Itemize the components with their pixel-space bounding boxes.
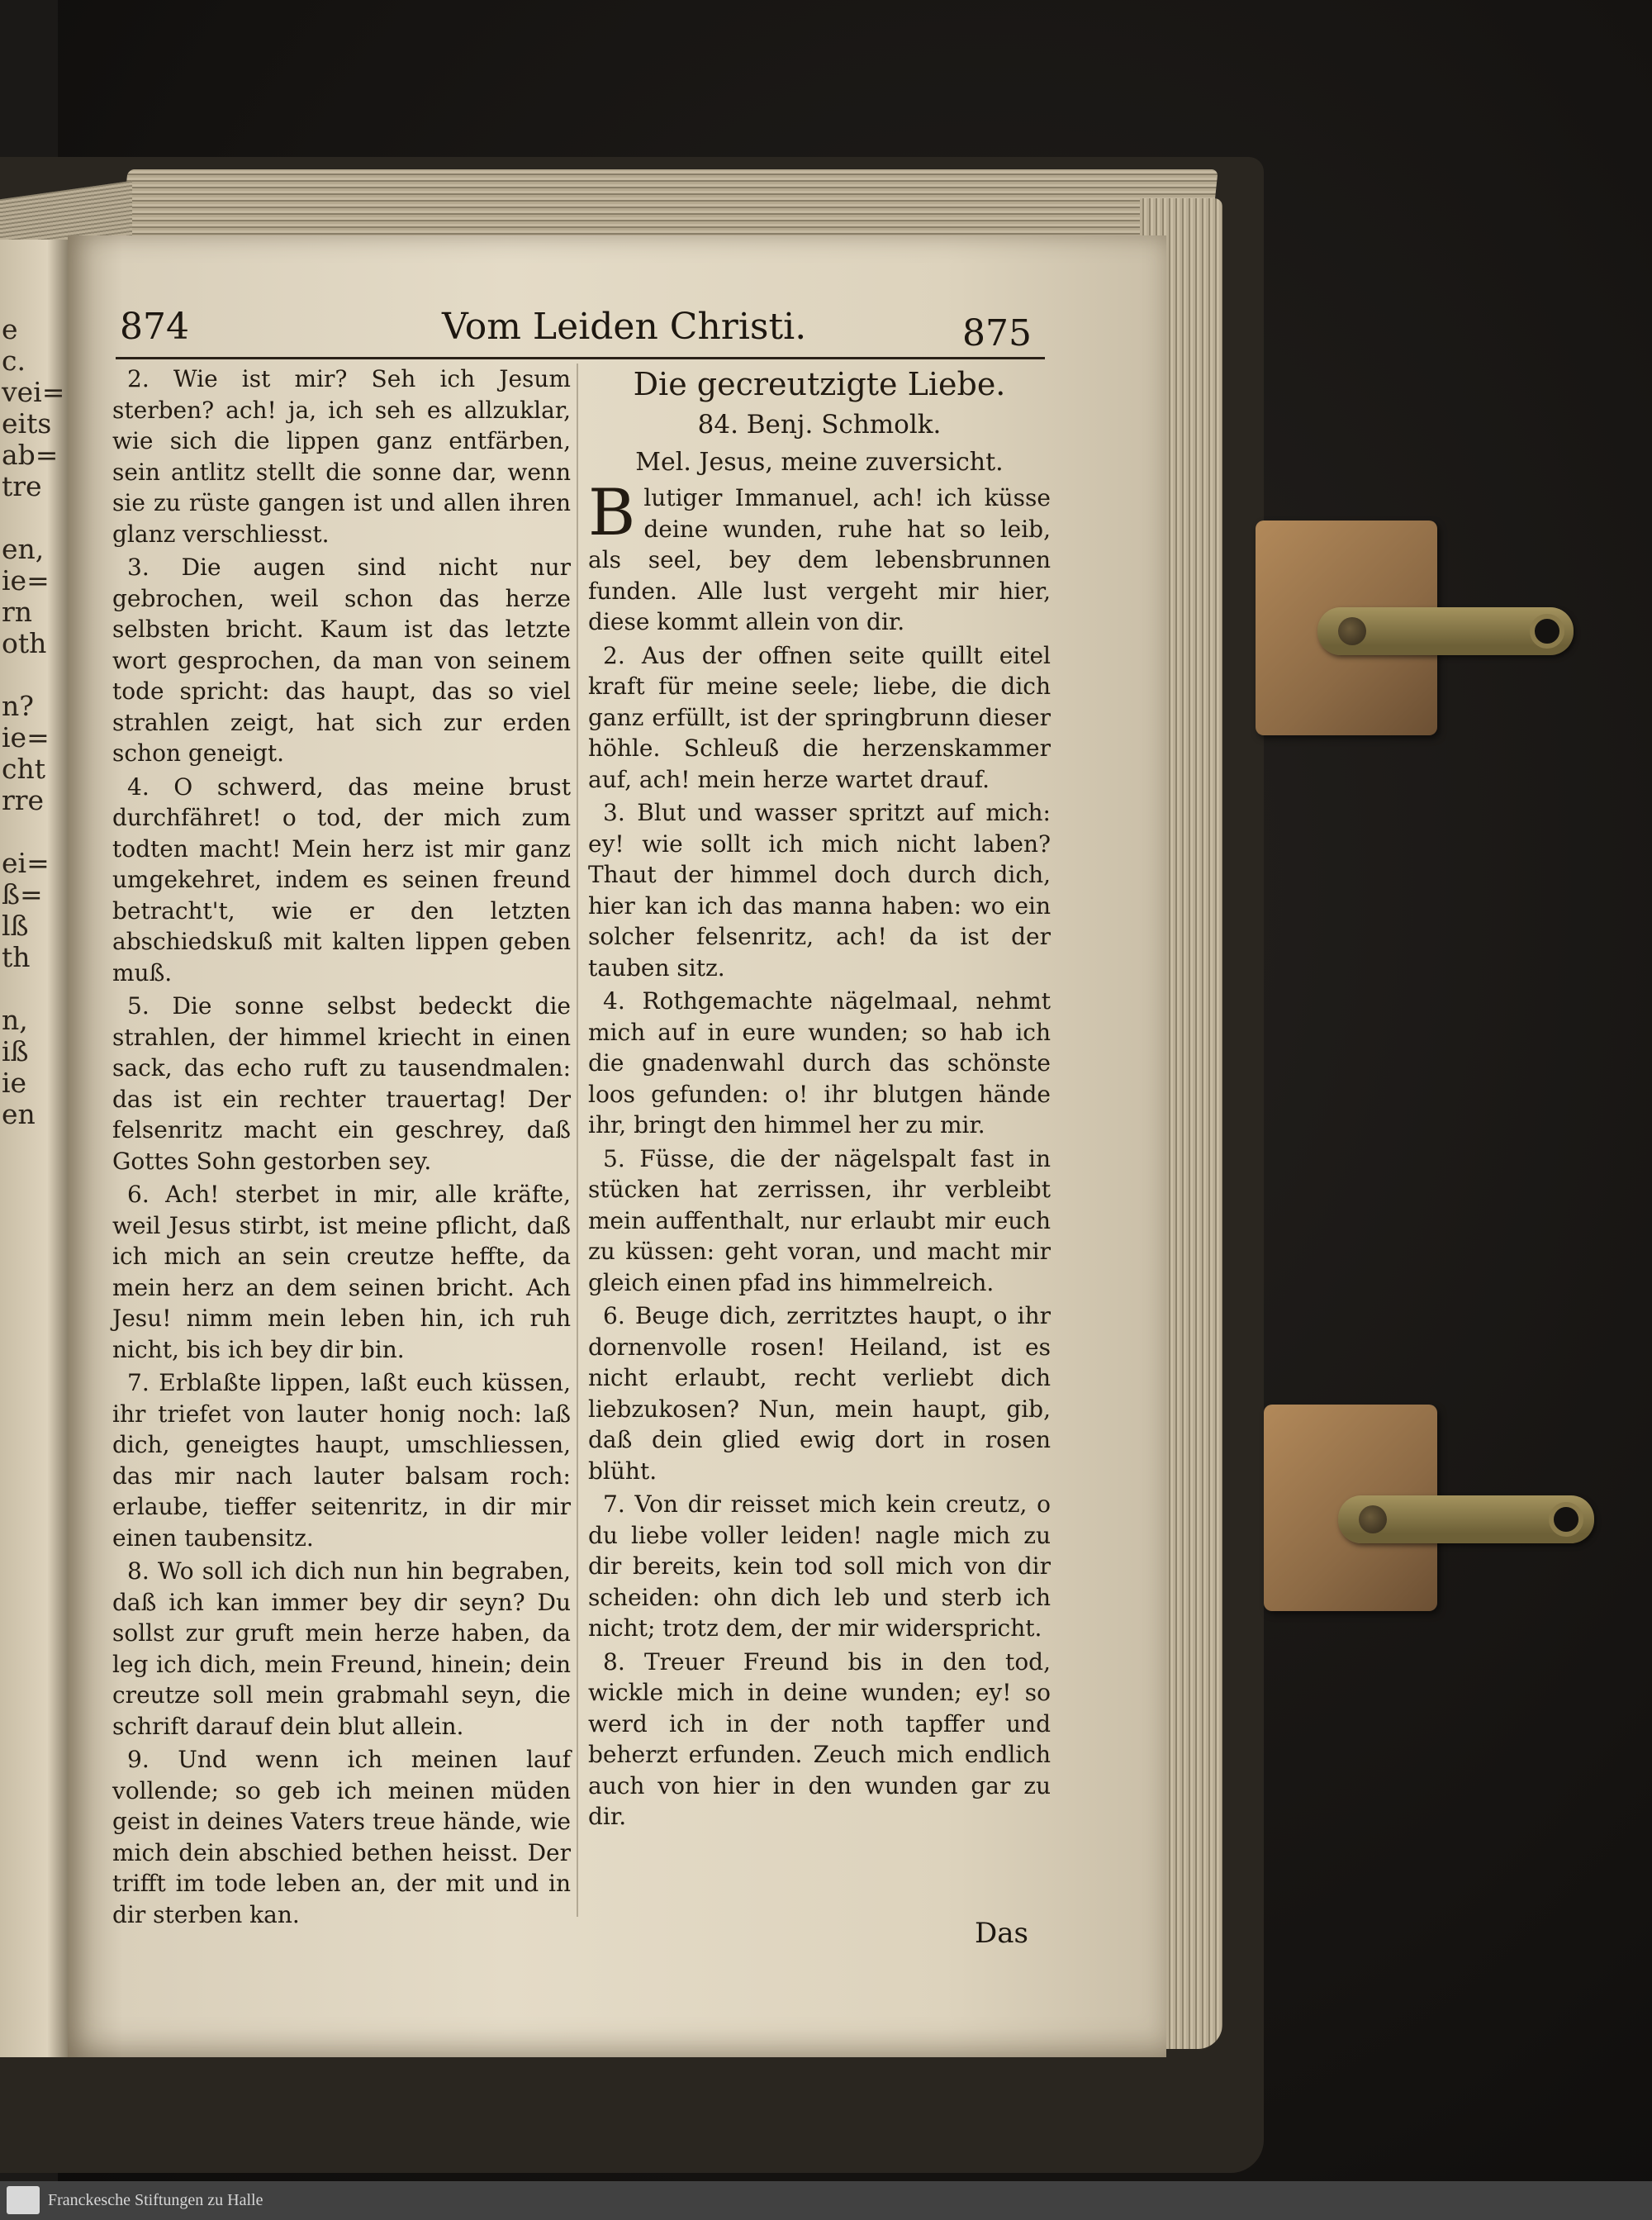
header-rule xyxy=(116,357,1045,359)
left-page-fragment-line: rn xyxy=(2,596,33,628)
left-page-fragment-line: ie= xyxy=(2,721,50,753)
left-page-fragment-line: oth xyxy=(2,627,47,659)
left-page-fragment-line: cht xyxy=(2,753,45,785)
verse-7: 7. Erblaßte lippen, laßt euch küssen, ihr triefet von lauter honig noch: laß dich, geneigtes haupt, umschliessen, das mir nach lauter balsam roch: erlaube, tieffer seitenritz, in dir mir einen taubensitz. xyxy=(112,1369,571,1552)
verse-1-text: lutiger Immanuel, ach! ich küsse deine wunden, ruhe hat so leib, als seel, bey dem lebensbrunnen funden. Alle lust vergeht mir hier, diese kommt allein von dir. xyxy=(588,484,1051,635)
left-page-fragment-line: n, xyxy=(2,1004,28,1036)
left-page-fragment-line: iß xyxy=(2,1035,29,1067)
verse-8: 8. Treuer Freund bis in den tod, wickle mich in deine wunden; ey! so werd ich in der noth tapffer und beherzt erfunden. Zeuch mich endlich auch von hier in den wunden gar zu dir. xyxy=(588,1647,1051,1830)
running-head: Vom Leiden Christi. xyxy=(442,306,807,348)
left-page-fragment-line: lß xyxy=(2,910,29,942)
left-text-column xyxy=(112,364,571,1932)
left-page-fragment-line: ei= xyxy=(2,847,50,879)
verse-4: 4. O schwerd, das meine brust durchfähret! o tod, der mich zum todten macht! Mein herz ist mir ganz umgekehret, indem es seinen freund betracht't, wie er den letzten abschiedskuß mit kalten lippen geben muß. xyxy=(112,772,571,986)
verse-2: 2. Aus der offnen seite quillt eitel kraft für meine seele; liebe, die dich ganz erfüllt, ist der springbrunn dieser höhle. Schleuß die herzenskammer auf, ach! mein herze wartet drauf. xyxy=(588,641,1051,793)
left-page-fragment-line: c. xyxy=(2,345,26,377)
verse-2: 2. Wie ist mir? Seh ich Jesum sterben? ach! ja, ich seh es allzuklar, wie sich die lippen ganz entfärben, sein antlitz stellt die sonne dar, wenn sie zu rüste gangen ist und allen ihren glanz verschliesst. xyxy=(112,365,571,548)
page-header xyxy=(120,306,1032,355)
verse-4: 4. Rothgemachte nägelmaal, nehmt mich auf in eure wunden; so hab ich die gnadenwahl durch das schönste loos gefunden: o! ihr blutgen hände ihr, bringt den himmel her zu mir. xyxy=(588,987,1051,1139)
page-number-right: 875 xyxy=(962,312,1032,354)
column-divider xyxy=(577,364,578,1917)
lower-clasp xyxy=(1264,1405,1611,1628)
verse-6: 6. Beuge dich, zerritztes haupt, o ihr dornenvolle rosen! Heiland, ist es nicht erlaubt, recht verliebt dich liebzukosen? Nun, mein haupt, gib, daß dein glied ewig dort in rosen blüht. xyxy=(588,1302,1051,1485)
institution-logo-icon xyxy=(7,2186,40,2214)
left-page-fragment-line: ß= xyxy=(2,878,43,910)
verse-8: 8. Wo soll ich dich nun hin begraben, daß ich kan immer bey dir seyn? Du sollst zur gruft mein herze haben, da leg ich dich, mein Freund, hinein; dein creutze soll mein grabmahl seyn, die schrift darauf dein blut allein. xyxy=(112,1557,571,1740)
lower-clasp-hole xyxy=(1549,1502,1583,1537)
left-page-fragment-line: th xyxy=(2,941,31,973)
lower-clasp-rivet xyxy=(1359,1505,1387,1533)
left-page-fragment-line: ie xyxy=(2,1067,27,1099)
catchword: Das xyxy=(975,1917,1028,1950)
footer-bar xyxy=(0,2181,1652,2220)
left-page-fragment-line: vei= xyxy=(2,376,65,408)
left-page-fragment-line: en xyxy=(2,1098,36,1130)
left-page-fragment xyxy=(0,240,68,2057)
left-page-fragment-line: ie= xyxy=(2,564,50,597)
page-block-top-edge xyxy=(120,169,1218,244)
hymn-author: 84. Benj. Schmolk. xyxy=(697,410,942,440)
verse-1 xyxy=(588,476,1051,638)
hymn-title: Die gecreutzigte Liebe. xyxy=(633,366,1006,402)
verse-3: 3. Die augen sind nicht nur gebrochen, weil schon das herze selbsten bricht. Kaum ist das letzte wort gesprochen, da man von seinem tode spricht: das haupt, das so viel strahlen zeigt, hat sich zur erden schon geneigt. xyxy=(112,554,571,767)
left-page-fragment-line: n? xyxy=(2,690,34,722)
left-page-fragment-line: en, xyxy=(2,533,45,565)
left-page-fragment-line: rre xyxy=(2,784,45,816)
right-text-column xyxy=(588,364,1051,1835)
left-page-fragment-line: ab= xyxy=(2,439,59,471)
left-page-fragment-line: tre xyxy=(2,470,42,502)
verse-5: 5. Die sonne selbst bedeckt die strahlen, der himmel kriecht in einen sack, das echo ruft zu tausendmalen: das ist ein rechter trauertag! Der felsenritz macht ein geschrey, daß Gottes Sohn gestorben sey. xyxy=(112,992,571,1175)
verse-7: 7. Von dir reisset mich kein creutz, o du liebe voller leiden! nagle mich zu dir bereits, kein tod soll mich von dir scheiden: ohn dich leb und sterb ich nicht; trotz dem, der mir widerspricht. xyxy=(588,1490,1051,1642)
upper-clasp-hole xyxy=(1530,614,1564,649)
verse-6: 6. Ach! sterbet in mir, alle kräfte, weil Jesus stirbt, ist meine pflicht, daß ich mich an sein creutze heffte, da mein herz an dem seinen bricht. Ach Jesu! nimm mein leben hin, ich ruh nicht, bis ich bey dir bin. xyxy=(112,1181,571,1363)
page-number-left: 874 xyxy=(120,306,189,348)
upper-clasp-rivet xyxy=(1338,617,1366,645)
left-page-fragment-line: eits xyxy=(2,407,52,440)
hymn-melody: Mel. Jesus, meine zuversicht. xyxy=(635,448,1004,477)
footer-institution: Franckesche Stiftungen zu Halle xyxy=(48,2191,263,2209)
verse-5: 5. Füsse, die der nägelspalt fast in stücken hat zerrissen, ihr verbleibt mein auffenthalt, nur erlaubt mir euch zu küssen: geht voran, und macht mir gleich einen pfad ins himmelreich. xyxy=(588,1144,1051,1296)
left-page-fragment-line: e xyxy=(2,313,18,345)
upper-clasp xyxy=(1256,521,1586,744)
verse-9: 9. Und wenn ich meinen lauf vollende; so geb ich meinen müden geist in deines Vaters treue hände, wie mich dein abschied bethen heisst. Der trifft im tode leben an, der mit und in dir sterben kan. xyxy=(112,1746,571,1928)
drop-capital: B xyxy=(588,476,636,550)
verse-3: 3. Blut und wasser spritzt auf mich: ey! wie sollt ich mich nicht laben? Thaut der himmel doch durch dich, hier kan ich das manna haben: wo ein solcher felsenritz, ach! da ist der tauben sitz. xyxy=(588,799,1051,982)
